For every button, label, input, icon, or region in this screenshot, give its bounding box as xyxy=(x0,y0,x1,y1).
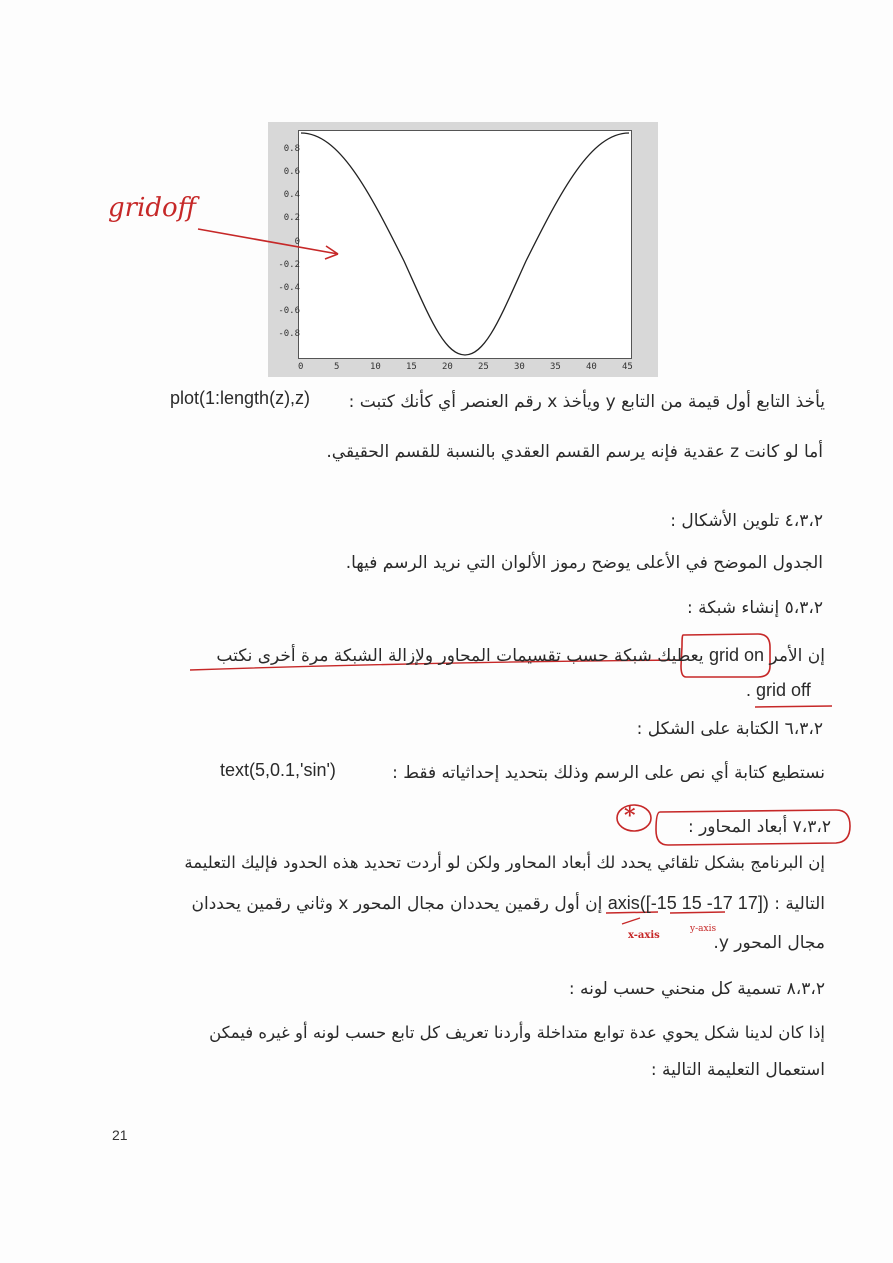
x-tick-label: 30 xyxy=(514,362,525,372)
y-tick-label: -0.4 xyxy=(278,283,300,293)
code-snippet: text(5,0.1,'sin') xyxy=(220,760,336,780)
arrow-icon xyxy=(622,918,640,924)
paragraph-fragment: إن أول رقمين يحددان مجال المحور x وثاني رقمين يحددان xyxy=(191,894,603,914)
section-heading: ٥،٣،٢ إنشاء شبكة : xyxy=(687,598,823,618)
y-tick-label: 0.8 xyxy=(283,144,300,154)
x-tick-label: 20 xyxy=(442,362,453,372)
paragraph-fragment: إن الأمر xyxy=(769,646,825,666)
x-tick-label: 25 xyxy=(478,362,489,372)
paragraph-line: أما لو كانت z عقدية فإنه يرسم القسم العقدي بالنسبة للقسم الحقيقي. xyxy=(326,442,823,462)
y-tick-label: 0.2 xyxy=(283,213,300,223)
x-tick-label: 40 xyxy=(586,362,597,372)
paragraph-line: استعمال التعليمة التالية : xyxy=(650,1060,825,1080)
grid-off-code: . grid off xyxy=(746,680,811,700)
paragraph-line: نستطيع كتابة أي نص على الرسم وذلك بتحديد إحداثياته فقط : xyxy=(392,763,825,783)
y-tick-label: -0.8 xyxy=(278,329,300,339)
y-tick-label: 0 xyxy=(294,237,300,247)
x-tick-label: 45 xyxy=(622,362,633,372)
x-tick-label: 0 xyxy=(298,362,304,372)
paragraph-line: مجال المحور y. xyxy=(713,933,825,953)
section-heading: ٦،٣،٢ الكتابة على الشكل : xyxy=(636,719,823,739)
code-snippet: plot(1:length(z),z) xyxy=(170,388,311,408)
x-tick-label: 5 xyxy=(334,362,340,372)
paragraph-fragment: يعطيك شبكة حسب تقسيمات المحاور ولإزالة الشبكة مرة أخرى نكتب xyxy=(216,646,704,666)
y-tick-label: 0.4 xyxy=(283,190,300,200)
paragraph-line: يأخذ التابع أول قيمة من التابع y ويأخذ x رقم العنصر أي كأنك كتبت : xyxy=(348,392,825,412)
y-tick-label: 0.6 xyxy=(283,167,300,177)
axis-code: axis([-15 15 -17 17]) xyxy=(607,893,769,913)
star-mark: * xyxy=(624,803,636,829)
paragraph-line xyxy=(216,645,825,666)
paragraph-line: إذا كان لدينا شكل يحوي عدة توابع متداخلة وأردنا تعريف كل تابع حسب لونه أو غيره فيمكن xyxy=(209,1023,825,1042)
x-tick-label: 35 xyxy=(550,362,561,372)
y-tick-label: -0.6 xyxy=(278,306,300,316)
paragraph-line: إن البرنامج بشكل تلقائي يحدد لك أبعاد المحاور ولكن لو أردت تحديد هذه الحدود فإليك التعليمة xyxy=(184,853,825,872)
arrow-icon xyxy=(198,229,338,254)
paragraph-line xyxy=(192,893,825,914)
y-axis-handwritten-label: y-axis xyxy=(690,924,717,934)
x-tick-label: 10 xyxy=(370,362,381,372)
x-tick-label: 15 xyxy=(406,362,417,372)
gridoff-handwritten-note: gridoff xyxy=(108,193,197,223)
section-heading: ٨،٣،٢ تسمية كل منحني حسب لونه : xyxy=(568,979,825,999)
section-heading: ٤،٣،٢ تلوين الأشكال : xyxy=(670,511,823,531)
paragraph-fragment: التالية : xyxy=(774,894,825,914)
section-heading: ٧،٣،٢ أبعاد المحاور : xyxy=(687,817,831,837)
paragraph-line: الجدول الموضح في الأعلى يوضح رموز الألوان التي نريد الرسم فيها. xyxy=(345,553,823,573)
x-axis-handwritten-label: x-axis xyxy=(628,930,660,941)
grid-on-code: grid on xyxy=(709,645,765,665)
underline-mark xyxy=(755,706,832,707)
page-number: 21 xyxy=(112,1127,128,1143)
y-tick-label: -0.2 xyxy=(278,260,300,270)
